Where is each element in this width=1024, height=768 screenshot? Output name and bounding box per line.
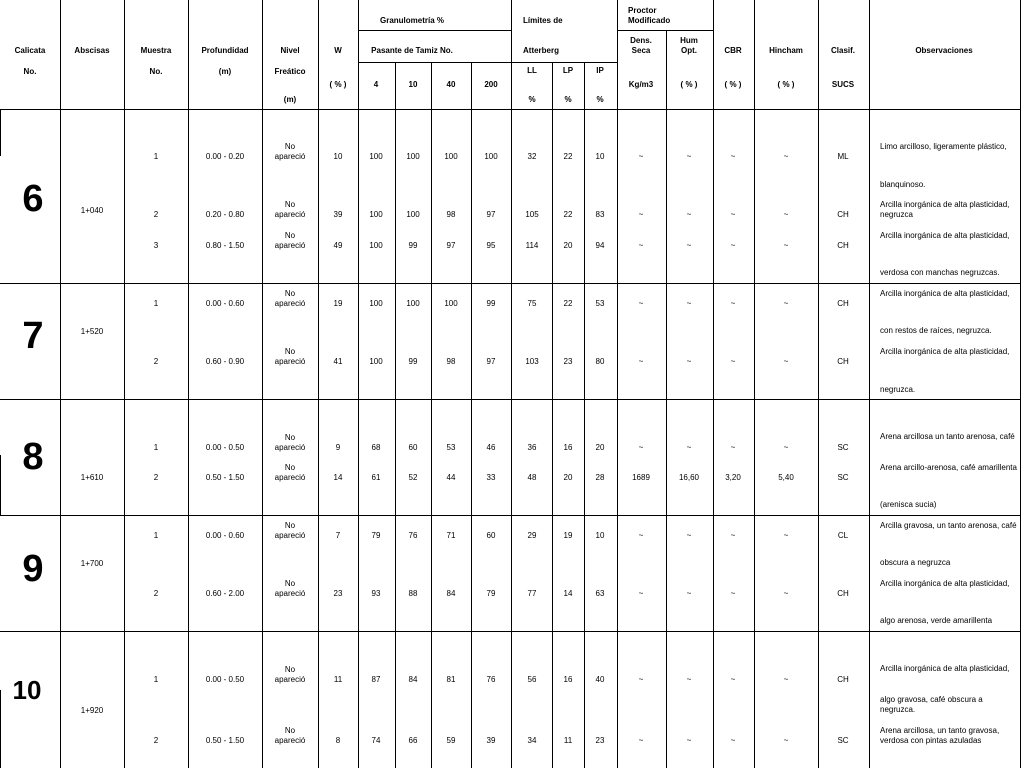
muestra-cell: 1 (153, 443, 159, 452)
tamiz-40-cell: 98 (446, 210, 456, 219)
header-hincham: Hincham (769, 46, 803, 55)
ip-cell: 94 (595, 241, 605, 250)
cbr-cell: ~ (730, 675, 736, 684)
nivel-cell: apareció (274, 152, 306, 161)
lp-cell: 23 (563, 357, 573, 366)
header-tamiz-10: 10 (408, 80, 418, 89)
header-lp: LP (562, 66, 574, 75)
profundidad-cell: 0.00 - 0.60 (205, 299, 245, 308)
profundidad-cell: 0.20 - 0.80 (205, 210, 245, 219)
grid-line (471, 62, 472, 768)
cbr-cell: ~ (730, 443, 736, 452)
sucs-cell: SC (837, 473, 849, 482)
ll-cell: 77 (527, 589, 537, 598)
dens-cell: ~ (638, 736, 644, 745)
observation-text: algo arenosa, verde amarillenta (880, 616, 993, 625)
grid-line (0, 109, 1020, 110)
grid-line (124, 0, 125, 768)
lp-cell: 22 (563, 299, 573, 308)
header-freatico: Freático (274, 67, 306, 76)
observation-text: obscura a negruzca (880, 558, 951, 567)
nivel-cell: No (284, 231, 296, 240)
cbr-cell: 3,20 (725, 473, 741, 482)
tamiz-40-cell: 97 (446, 241, 456, 250)
header-calicata-no: No. (23, 67, 37, 76)
tamiz-200-cell: 46 (486, 443, 496, 452)
w-cell: 8 (335, 736, 341, 745)
cbr-cell: ~ (730, 589, 736, 598)
grid-line (358, 62, 617, 63)
grid-line (713, 0, 714, 768)
grid-line (617, 0, 618, 768)
header-ip: IP (596, 66, 604, 75)
tamiz-40-cell: 100 (444, 299, 458, 308)
profundidad-cell: 0.60 - 2.00 (205, 589, 245, 598)
lp-cell: 16 (563, 675, 573, 684)
tamiz-200-cell: 79 (486, 589, 496, 598)
observation-text: negruzca. (880, 385, 916, 394)
grid-line (511, 0, 512, 768)
grid-line (584, 62, 585, 768)
calicata-number: 7 (22, 315, 44, 357)
cbr-cell: ~ (730, 357, 736, 366)
header-nivel-unit: (m) (283, 95, 297, 104)
tamiz-200-cell: 76 (486, 675, 496, 684)
calicata-number: 8 (22, 436, 44, 478)
tamiz-40-cell: 98 (446, 357, 456, 366)
profundidad-cell: 0.00 - 0.50 (205, 675, 245, 684)
lp-cell: 11 (563, 736, 573, 745)
observation-text: Arena arcillo-arenosa, café amarillenta (880, 463, 1017, 472)
hincham-cell: ~ (783, 210, 789, 219)
abscisa-value: 1+040 (80, 206, 104, 215)
tamiz-200-cell: 97 (486, 357, 496, 366)
tamiz-4-cell: 100 (369, 210, 383, 219)
hum-cell: ~ (686, 152, 692, 161)
grid-line (869, 0, 870, 768)
observation-text: verdosa con manchas negruzcas. (880, 268, 1000, 277)
observation-text: Arcilla inorgánica de alta plasticidad, (880, 347, 1010, 356)
tamiz-40-cell: 59 (446, 736, 456, 745)
hum-cell: ~ (686, 675, 692, 684)
ll-cell: 36 (527, 443, 537, 452)
w-cell: 9 (335, 443, 341, 452)
tamiz-200-cell: 97 (486, 210, 496, 219)
hincham-cell: ~ (783, 589, 789, 598)
w-cell: 14 (333, 473, 343, 482)
header-profundidad-unit: (m) (218, 67, 232, 76)
header-cbr-unit: ( % ) (724, 80, 742, 89)
ip-cell: 40 (595, 675, 605, 684)
ll-cell: 114 (525, 241, 539, 250)
grid-line (0, 631, 1020, 632)
ip-cell: 53 (595, 299, 605, 308)
cbr-cell: ~ (730, 299, 736, 308)
abscisa-value: 1+520 (80, 327, 104, 336)
observation-text: algo gravosa, café obscura a negruzca. (880, 695, 983, 714)
tamiz-10-cell: 100 (406, 210, 420, 219)
grid-line (552, 62, 553, 768)
grid-line (318, 0, 319, 768)
w-cell: 19 (333, 299, 343, 308)
profundidad-cell: 0.60 - 0.90 (205, 357, 245, 366)
dens-cell: ~ (638, 210, 644, 219)
nivel-cell: No (284, 289, 296, 298)
tamiz-40-cell: 81 (446, 675, 456, 684)
calicata-number: 10 (12, 675, 42, 705)
sucs-cell: CH (837, 241, 849, 250)
tamiz-200-cell: 60 (486, 531, 496, 540)
header-dens-unit: Kg/m3 (628, 80, 654, 89)
grid-line (0, 455, 1, 515)
header-proctor: Proctor (628, 6, 657, 15)
w-cell: 49 (333, 241, 343, 250)
observation-text: (arenisca sucia) (880, 500, 937, 509)
tamiz-10-cell: 84 (408, 675, 418, 684)
ip-cell: 83 (595, 210, 605, 219)
calicata-number: 9 (22, 548, 44, 590)
tamiz-4-cell: 74 (371, 736, 381, 745)
muestra-cell: 2 (153, 357, 159, 366)
header-modificado: Modificado (628, 16, 671, 25)
sucs-cell: ML (837, 152, 849, 161)
header-pasante: Pasante de Tamiz No. (371, 46, 453, 55)
tamiz-4-cell: 100 (369, 299, 383, 308)
cbr-cell: ~ (730, 736, 736, 745)
cbr-cell: ~ (730, 531, 736, 540)
tamiz-4-cell: 87 (371, 675, 381, 684)
tamiz-10-cell: 99 (408, 357, 418, 366)
observation-text: Arcilla inorgánica de alta plasticidad, (880, 579, 1010, 588)
calicata-number: 6 (22, 178, 44, 220)
ll-cell: 34 (527, 736, 537, 745)
tamiz-4-cell: 79 (371, 531, 381, 540)
profundidad-cell: 0.00 - 0.20 (205, 152, 245, 161)
tamiz-4-cell: 100 (369, 357, 383, 366)
hincham-cell: ~ (783, 299, 789, 308)
grid-line (0, 110, 1, 156)
header-muestra: Muestra (140, 46, 172, 55)
muestra-cell: 2 (153, 589, 159, 598)
header-ll-unit: % (528, 95, 536, 104)
hincham-cell: ~ (783, 152, 789, 161)
grid-line (1020, 0, 1021, 768)
hincham-cell: ~ (783, 357, 789, 366)
tamiz-200-cell: 99 (486, 299, 496, 308)
nivel-cell: No (284, 665, 296, 674)
muestra-cell: 1 (153, 675, 159, 684)
tamiz-40-cell: 44 (446, 473, 456, 482)
dens-cell: ~ (638, 531, 644, 540)
cbr-cell: ~ (730, 241, 736, 250)
dens-cell: ~ (638, 589, 644, 598)
header-opt: Opt. (681, 46, 697, 55)
header-seca: Seca (631, 46, 651, 55)
nivel-cell: apareció (274, 443, 306, 452)
header-calicata: Calicata (14, 46, 46, 55)
dens-cell: ~ (638, 443, 644, 452)
hincham-cell: 5,40 (778, 473, 794, 482)
dens-cell: ~ (638, 357, 644, 366)
tamiz-200-cell: 95 (486, 241, 496, 250)
header-clasif: Clasif. (830, 46, 856, 55)
nivel-cell: apareció (274, 736, 306, 745)
grid-line (818, 0, 819, 768)
nivel-cell: apareció (274, 675, 306, 684)
sucs-cell: CH (837, 675, 849, 684)
header-hum-unit: ( % ) (680, 80, 698, 89)
grid-line (0, 283, 1020, 284)
cbr-cell: ~ (730, 152, 736, 161)
grid-line (358, 30, 511, 31)
tamiz-200-cell: 33 (486, 473, 496, 482)
grid-line (262, 0, 263, 768)
hincham-cell: ~ (783, 531, 789, 540)
tamiz-40-cell: 53 (446, 443, 456, 452)
tamiz-10-cell: 52 (408, 473, 418, 482)
grid-line (0, 515, 1020, 516)
nivel-cell: No (284, 579, 296, 588)
cbr-cell: ~ (730, 210, 736, 219)
observation-text: Arena arcillosa un tanto arenosa, café (880, 432, 1015, 441)
hum-cell: ~ (686, 531, 692, 540)
hum-cell: ~ (686, 736, 692, 745)
profundidad-cell: 0.00 - 0.50 (205, 443, 245, 452)
tamiz-4-cell: 100 (369, 241, 383, 250)
tamiz-10-cell: 100 (406, 152, 420, 161)
header-sucs: SUCS (831, 80, 855, 89)
sucs-cell: CL (837, 531, 849, 540)
tamiz-200-cell: 100 (484, 152, 498, 161)
lp-cell: 22 (563, 152, 573, 161)
hum-cell: ~ (686, 443, 692, 452)
profundidad-cell: 0.00 - 0.60 (205, 531, 245, 540)
dens-cell: ~ (638, 152, 644, 161)
lp-cell: 19 (563, 531, 573, 540)
header-profundidad: Profundidad (201, 46, 249, 55)
grid-line (358, 0, 359, 768)
grid-line (60, 0, 61, 768)
profundidad-cell: 0.50 - 1.50 (205, 736, 245, 745)
dens-cell: ~ (638, 299, 644, 308)
nivel-cell: apareció (274, 473, 306, 482)
dens-cell: 1689 (632, 473, 650, 482)
grid-line (188, 0, 189, 768)
abscisa-value: 1+610 (80, 473, 104, 482)
observation-text: Arcilla inorgánica de alta plasticidad, (880, 231, 1010, 240)
tamiz-40-cell: 100 (444, 152, 458, 161)
grid-line (0, 690, 1, 768)
header-w: W (334, 46, 342, 55)
tamiz-4-cell: 61 (371, 473, 381, 482)
nivel-cell: apareció (274, 241, 306, 250)
ll-cell: 56 (527, 675, 537, 684)
nivel-cell: apareció (274, 299, 306, 308)
observation-text: con restos de raíces, negruzca. (880, 326, 992, 335)
observation-text: Arcilla inorgánica de alta plasticidad, (880, 289, 1010, 298)
tamiz-40-cell: 84 (446, 589, 456, 598)
tamiz-10-cell: 66 (408, 736, 418, 745)
observation-text: Arcilla inorgánica de alta plasticidad, negruzca (880, 200, 1010, 219)
grid-line (617, 30, 713, 31)
header-cbr: CBR (724, 46, 742, 55)
header-muestra-no: No. (149, 67, 163, 76)
observation-text: Arcilla gravosa, un tanto arenosa, café (880, 521, 1017, 530)
nivel-cell: No (284, 521, 296, 530)
ip-cell: 63 (595, 589, 605, 598)
nivel-cell: apareció (274, 210, 306, 219)
w-cell: 7 (335, 531, 341, 540)
sucs-cell: CH (837, 299, 849, 308)
header-atterberg: Atterberg (523, 46, 560, 55)
ll-cell: 103 (525, 357, 539, 366)
header-ip-unit: % (596, 95, 604, 104)
w-cell: 11 (333, 675, 343, 684)
observation-text: Limo arcilloso, ligeramente plástico, (880, 142, 1007, 151)
hum-cell: ~ (686, 299, 692, 308)
tamiz-4-cell: 68 (371, 443, 381, 452)
header-lp-unit: % (564, 95, 572, 104)
header-abscisas: Abscisas (74, 46, 110, 55)
ip-cell: 80 (595, 357, 605, 366)
sucs-cell: SC (837, 443, 849, 452)
header-granulometria: Granulometría % (379, 16, 445, 25)
header-dens: Dens. (630, 36, 652, 45)
w-cell: 23 (333, 589, 343, 598)
abscisa-value: 1+700 (80, 559, 104, 568)
dens-cell: ~ (638, 675, 644, 684)
profundidad-cell: 0.50 - 1.50 (205, 473, 245, 482)
observation-text: Arena arcillosa, un tanto gravosa, verdosa con pintas azuladas (880, 726, 1000, 745)
observation-text: blanquinoso. (880, 180, 926, 189)
hincham-cell: ~ (783, 736, 789, 745)
tamiz-4-cell: 100 (369, 152, 383, 161)
w-cell: 41 (333, 357, 343, 366)
header-w-unit: ( % ) (329, 80, 347, 89)
dens-cell: ~ (638, 241, 644, 250)
grid-line (395, 62, 396, 768)
lp-cell: 16 (563, 443, 573, 452)
hum-cell: ~ (686, 589, 692, 598)
w-cell: 39 (333, 210, 343, 219)
header-observaciones: Observaciones (915, 46, 973, 55)
abscisa-value: 1+920 (80, 706, 104, 715)
ll-cell: 48 (527, 473, 537, 482)
header-hincham-unit: ( % ) (777, 80, 795, 89)
header-tamiz-200: 200 (484, 80, 498, 89)
nivel-cell: No (284, 200, 296, 209)
sucs-cell: SC (837, 736, 849, 745)
observation-text: Arcilla inorgánica de alta plasticidad, (880, 664, 1010, 673)
lp-cell: 14 (563, 589, 573, 598)
ip-cell: 20 (595, 443, 605, 452)
grid-line (0, 399, 1020, 400)
sucs-cell: CH (837, 210, 849, 219)
muestra-cell: 2 (153, 473, 159, 482)
ll-cell: 29 (527, 531, 537, 540)
nivel-cell: apareció (274, 357, 306, 366)
hincham-cell: ~ (783, 675, 789, 684)
ll-cell: 32 (527, 152, 537, 161)
nivel-cell: No (284, 726, 296, 735)
ip-cell: 28 (595, 473, 605, 482)
muestra-cell: 1 (153, 152, 159, 161)
tamiz-10-cell: 88 (408, 589, 418, 598)
muestra-cell: 3 (153, 241, 159, 250)
hum-cell: ~ (686, 210, 692, 219)
muestra-cell: 2 (153, 736, 159, 745)
header-nivel: Nivel (280, 46, 300, 55)
hum-cell: ~ (686, 241, 692, 250)
ll-cell: 105 (525, 210, 539, 219)
sucs-cell: CH (837, 357, 849, 366)
ll-cell: 75 (527, 299, 537, 308)
header-ll: LL (527, 66, 537, 75)
w-cell: 10 (333, 152, 343, 161)
hum-cell: ~ (686, 357, 692, 366)
grid-line (754, 0, 755, 768)
tamiz-10-cell: 60 (408, 443, 418, 452)
tamiz-40-cell: 71 (446, 531, 456, 540)
hum-cell: 16,60 (678, 473, 700, 482)
header-tamiz-4: 4 (373, 80, 379, 89)
hincham-cell: ~ (783, 443, 789, 452)
grid-line (431, 62, 432, 768)
nivel-cell: No (284, 347, 296, 356)
lp-cell: 20 (563, 473, 573, 482)
nivel-cell: No (284, 433, 296, 442)
tamiz-10-cell: 99 (408, 241, 418, 250)
nivel-cell: apareció (274, 531, 306, 540)
tamiz-10-cell: 100 (406, 299, 420, 308)
ip-cell: 23 (595, 736, 605, 745)
tamiz-10-cell: 76 (408, 531, 418, 540)
muestra-cell: 1 (153, 299, 159, 308)
tamiz-200-cell: 39 (486, 736, 496, 745)
lp-cell: 22 (563, 210, 573, 219)
lp-cell: 20 (563, 241, 573, 250)
ip-cell: 10 (595, 152, 605, 161)
nivel-cell: No (284, 463, 296, 472)
nivel-cell: No (284, 142, 296, 151)
header-tamiz-40: 40 (446, 80, 456, 89)
nivel-cell: apareció (274, 589, 306, 598)
header-limites: Límites de (523, 16, 563, 25)
sucs-cell: CH (837, 589, 849, 598)
muestra-cell: 1 (153, 531, 159, 540)
profundidad-cell: 0.80 - 1.50 (205, 241, 245, 250)
tamiz-4-cell: 93 (371, 589, 381, 598)
header-hum: Hum (680, 36, 698, 45)
ip-cell: 10 (595, 531, 605, 540)
muestra-cell: 2 (153, 210, 159, 219)
hincham-cell: ~ (783, 241, 789, 250)
